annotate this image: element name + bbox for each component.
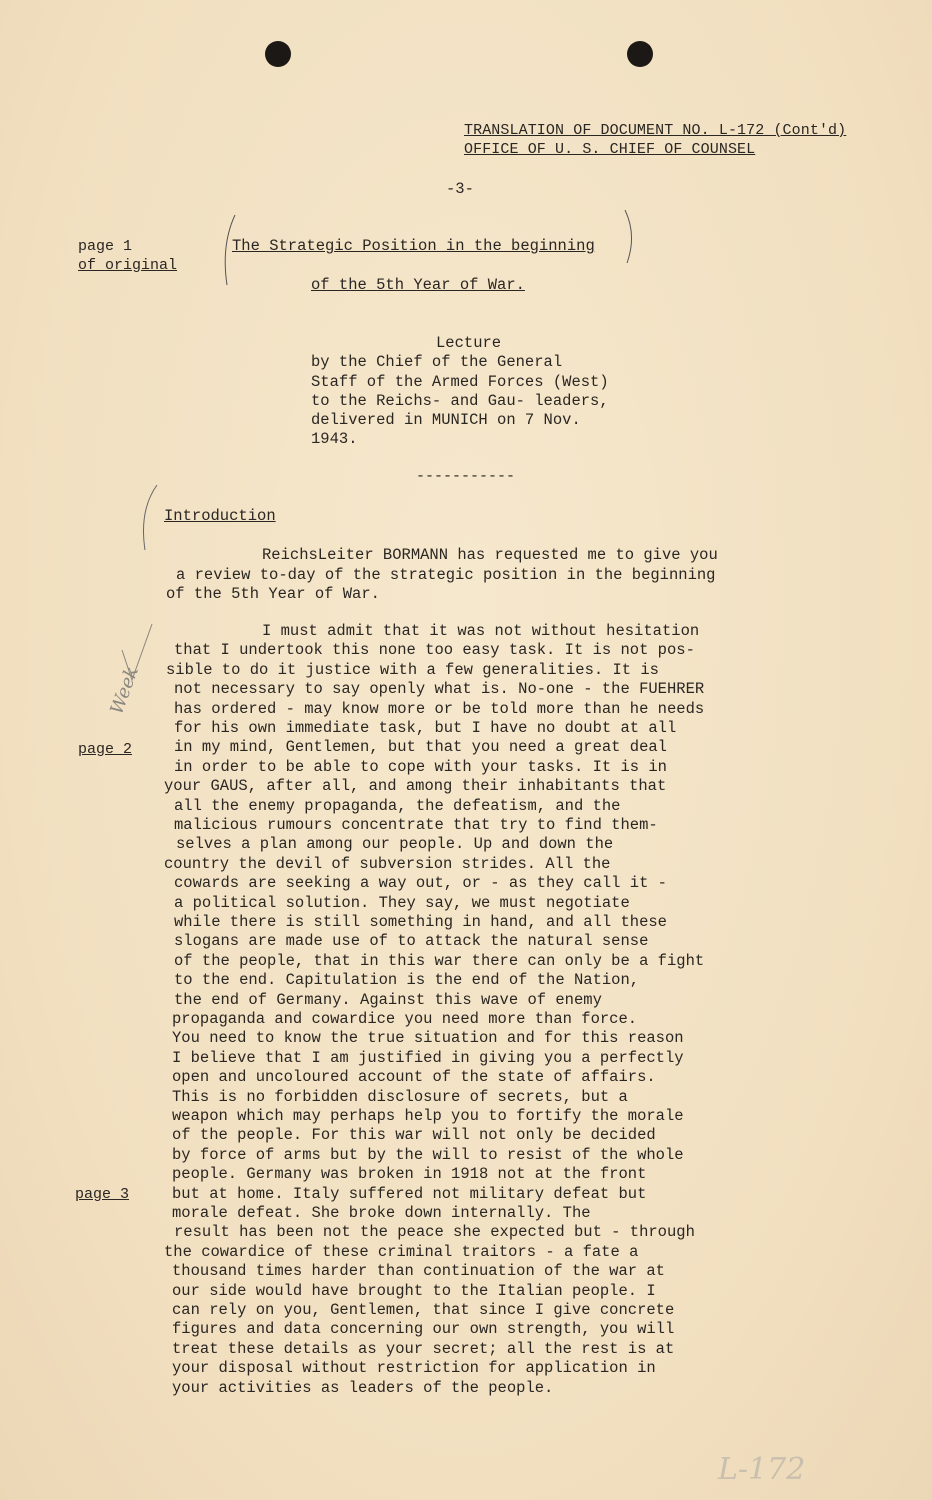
lecture-line-1: Lecture <box>436 334 502 352</box>
main-line: of the people. For this war will not only be decided <box>172 1126 656 1145</box>
main-line: in my mind, Gentlemen, but that you need a great deal <box>174 738 667 757</box>
main-line: your activities as leaders of the people. <box>172 1378 554 1397</box>
main-line: has ordered - may know more or be told more than he needs <box>174 699 705 718</box>
main-line: your GAUS, after all, and among their inhabitants that <box>164 777 667 796</box>
punch-hole-right <box>627 41 653 67</box>
header-line-1: TRANSLATION OF DOCUMENT NO. L-172 (Cont'd) <box>464 122 847 139</box>
pencil-check-mark <box>118 620 158 690</box>
main-line: the cowardice of these criminal traitors - a fate a <box>164 1242 639 1261</box>
page-number: -3- <box>446 180 474 198</box>
pencil-side-note: Week <box>106 663 143 718</box>
intro-heading: Introduction <box>164 507 276 525</box>
main-line: people. Germany was broken in 1918 not at the front <box>172 1165 647 1184</box>
main-line: open and uncoloured account of the state of affairs. <box>172 1068 656 1087</box>
main-line: cowards are seeking a way out, or - as they call it - <box>174 874 667 893</box>
lecture-line-5: delivered in MUNICH on 7 Nov. <box>311 411 581 429</box>
main-line: You need to know the true situation and for this reason <box>172 1029 684 1048</box>
main-line: in order to be able to cope with your tasks. It is in <box>174 757 667 776</box>
main-line: result has been not the peace she expected but - through <box>174 1223 695 1242</box>
margin-note-page2: page 2 <box>78 741 133 758</box>
main-line: that I undertook this none too easy task. It is not pos- <box>174 641 695 660</box>
main-line: all the enemy propaganda, the defeatism, and the <box>174 796 621 815</box>
title-line-1: The Strategic Position in the beginning <box>232 237 595 255</box>
margin-note-page1-b: of original <box>78 257 178 274</box>
lecture-line-4: to the Reichs- and Gau- leaders, <box>311 392 609 410</box>
main-line: by force of arms but by the will to resist of the whole <box>172 1145 684 1164</box>
main-line: thousand times harder than continuation of the war at <box>172 1262 665 1281</box>
main-line: morale defeat. She broke down internally. The <box>172 1204 591 1222</box>
main-line: while there is still something in hand, and all these <box>174 913 667 931</box>
pencil-footer-note: L-172 <box>718 1452 806 1487</box>
main-line: sible to do it justice with a few generalities. It is <box>166 660 659 679</box>
main-line: not necessary to say openly what is. No-one - the FUEHRER <box>174 680 705 699</box>
main-line: your disposal without restriction for application in <box>172 1359 656 1378</box>
header-line-2: OFFICE OF U. S. CHIEF OF COUNSEL <box>464 141 756 158</box>
title-line-2: of the 5th Year of War. <box>311 276 525 294</box>
intro-line-2: a review to-day of the strategic position in the beginning <box>176 566 716 584</box>
main-line: selves a plan among our people. Up and down the <box>176 835 614 854</box>
main-line: malicious rumours concentrate that try to find them- <box>174 816 658 834</box>
main-line: figures and data concerning our own strength, you will <box>172 1320 675 1339</box>
main-line: can rely on you, Gentlemen, that since I give concrete <box>172 1301 675 1319</box>
lecture-line-6: 1943. <box>311 430 358 448</box>
main-line: I believe that I am justified in giving you a perfectly <box>172 1048 684 1067</box>
main-line: propaganda and cowardice you need more than force. <box>172 1010 638 1028</box>
main-line: weapon which may perhaps help you to fortify the morale <box>172 1107 684 1125</box>
main-line: to the end. Capitulation is the end of the Nation, <box>174 971 640 990</box>
margin-note-page1-a: page 1 <box>78 238 133 255</box>
lecture-line-2: by the Chief of the General <box>311 353 563 371</box>
main-line: This is no forbidden disclosure of secrets, but a <box>172 1087 628 1106</box>
main-line: I must admit that it was not without hesitation <box>262 622 700 640</box>
punch-hole-left <box>265 41 291 67</box>
intro-line-3: of the 5th Year of War. <box>166 585 380 603</box>
margin-note-page3: page 3 <box>75 1186 130 1203</box>
main-line: but at home. Italy suffered not military defeat but <box>172 1184 647 1203</box>
main-line: the end of Germany. Against this wave of enemy <box>174 990 602 1009</box>
main-line: for his own immediate task, but I have no doubt at all <box>174 719 677 737</box>
intro-line-1: ReichsLeiter BORMANN has requested me to give you <box>262 546 718 564</box>
main-line: our side would have brought to the Italian people. I <box>172 1281 656 1300</box>
lecture-line-3: Staff of the Armed Forces (West) <box>311 373 609 391</box>
main-line: slogans are made use of to attack the natural sense <box>174 932 649 951</box>
separator-line: ----------- <box>416 468 516 485</box>
main-line: a political solution. They say, we must negotiate <box>174 893 630 912</box>
main-line: treat these details as your secret; all the rest is at <box>172 1339 675 1358</box>
main-line: of the people, that in this war there can only be a fight <box>174 951 705 970</box>
main-line: country the devil of subversion strides. All the <box>164 854 611 873</box>
